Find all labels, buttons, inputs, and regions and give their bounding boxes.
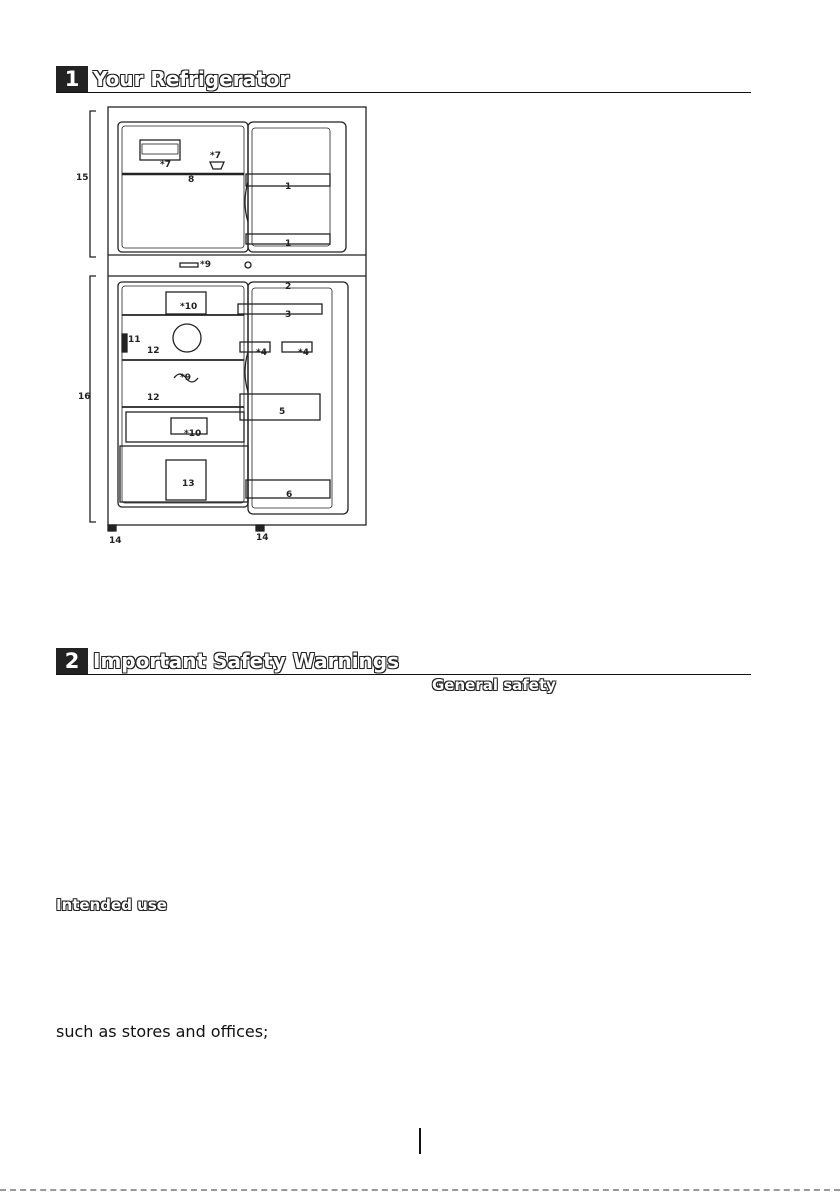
label-1-top: 1 [285,182,292,192]
label-9-top: *9 [200,260,211,270]
section-number: 1 [56,66,88,92]
label-12-bottom: 12 [147,393,160,403]
section-title: Your Refrigerator [93,67,290,91]
label-9-middle: *9 [180,373,191,383]
label-10-bottom: *10 [184,429,202,439]
section-1-header [56,66,751,93]
label-12-top: 12 [147,346,160,356]
section-2-header [56,648,751,675]
label-6: 6 [286,490,293,500]
label-10-top: *10 [180,302,198,312]
refrigerator-drawing [76,102,376,552]
label-14-left: 14 [109,536,122,546]
section-number: 2 [56,648,88,674]
general-safety-heading: General safety [432,676,556,694]
label-15: 15 [76,173,89,183]
body-text-line: such as stores and offices; [56,1022,269,1041]
section-title: Important Safety Warnings [93,649,400,673]
label-4-left: *4 [256,348,267,358]
page-bottom-border [0,1189,840,1191]
label-5: 5 [279,407,286,417]
label-14-right: 14 [256,533,269,543]
intended-use-heading: Intended use [56,896,167,914]
label-11: 11 [128,335,141,345]
refrigerator-diagram [76,102,376,552]
label-13: 13 [182,479,195,489]
label-1-bottom: 1 [285,239,292,249]
label-16: 16 [78,392,91,402]
label-4-right: *4 [298,348,309,358]
label-8: 8 [188,175,195,185]
page-number-divider [419,1128,421,1154]
label-7-left: *7 [160,160,171,170]
label-7-right: *7 [210,151,221,161]
label-3: 3 [285,310,292,320]
label-2: 2 [285,282,292,292]
